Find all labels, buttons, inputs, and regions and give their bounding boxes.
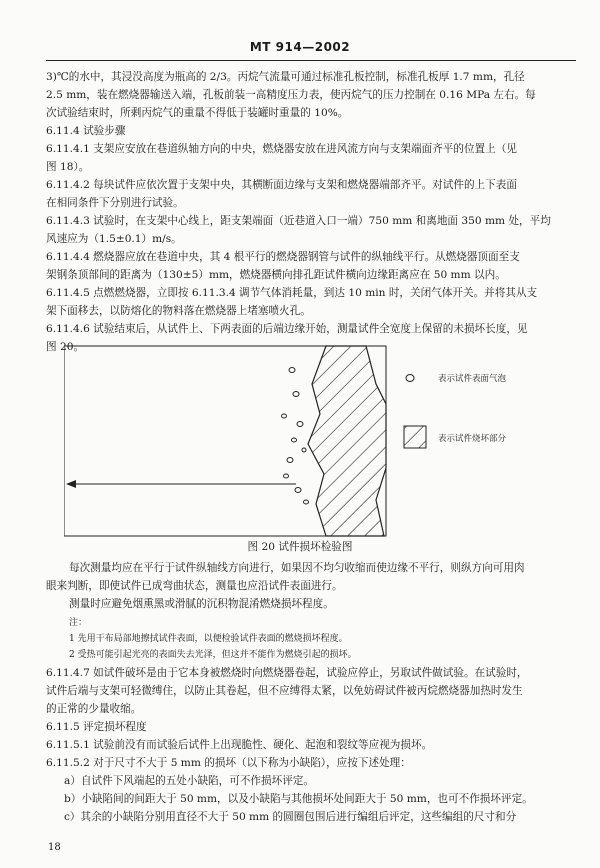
list-item: b）小缺陷间的间距大于 50 mm，以及小缺陷与其他损坏处间距大于 50 mm，也可不作损坏评定。 <box>64 793 533 805</box>
section-heading: 6.11.5 评定损坏程度 <box>46 721 147 733</box>
text-line: 2.5 mm，装在燃烧器输送入端，孔板前装一高精度压力表，使丙烷气的压力控制在 0.16 MPa 左右。每 <box>46 89 536 101</box>
text-line: 6.11.4.1 支架应安放在巷道纵轴方向的中央，燃烧器安放在进风流方向与支架端面齐平的位置上（见 <box>46 143 517 155</box>
text-line: 6.11.4.5 点燃燃烧器，立即按 6.11.3.4 调节气体消耗量，到达 10 min 时，关闭气体开关。并将其从支 <box>46 287 538 299</box>
note-item: 1 先用干布局部地擦拭试件表面，以便检验试件表面的燃烧损坏程度。 <box>69 634 348 644</box>
text-line: 的正常的少量收缩。 <box>46 703 142 715</box>
text-line: 测量时应避免烟熏黑或滑腻的沉积物混淆燃烧损坏程度。 <box>69 598 334 610</box>
header-rule <box>46 60 576 61</box>
list-item: c）其余的小缺陷分别用直径不大于 50 mm 的圆圈包围后进行编组后评定，这些编组的尺寸和分 <box>64 811 517 823</box>
text-line: 6.11.4.2 每块试件应依次置于支架中央，其横断面边缘与支架和燃烧器端部齐平。对试件的上下表面 <box>46 179 517 191</box>
text-line: 眼来判断，即使试件已成弯曲状态，测量也应沿试件表面进行。 <box>46 580 343 592</box>
text-line: 风速应为（1.5±0.1）m/s。 <box>46 233 182 245</box>
legend-bubble-label: 表示试件表面气泡 <box>438 374 507 384</box>
figure-caption: 图 20 试件损坏检验图 <box>247 541 353 553</box>
figure-damage-inspection <box>64 344 594 540</box>
text-line: 6.11.4.3 试验时，在支架中心线上，距支架端面（近巷道入口一端）750 mm 和离地面 350 mm 处，平均 <box>46 215 551 227</box>
page-number: 18 <box>48 842 61 853</box>
note-item: 2 受热可能引起光亮的表面失去光泽，但这并不能作为燃烧引起的损坏。 <box>69 650 357 660</box>
damaged-area <box>308 346 386 536</box>
text-line: 在相同条件下分别进行试验。 <box>46 197 184 209</box>
section-heading: 6.11.4 试验步骤 <box>46 125 126 137</box>
text-line: 6.11.5.1 试验前没有而试验后试件上出现脆性、硬化、起泡和裂纹等应视为损坏。 <box>46 739 433 751</box>
text-line: 架下面移去，以防熔化的物料落在燃烧器上堵塞喷火孔。 <box>46 305 311 317</box>
arrow-head-icon <box>66 480 76 488</box>
text-line: 6.11.4.6 试验结束后，从试件上、下两表面的后端边缘开始，测量试件全宽度上保留的未损坏长度，见 <box>46 323 528 335</box>
text-line: 图 20。 <box>46 341 85 353</box>
text-line: 每次测量均应在平行于试件纵轴线方向进行，如果因不均匀收缩而使边缘不平行，则纵方向可用肉 <box>69 562 525 574</box>
text-line: 6.11.4.7 如试件破坏是由于它本身被燃烧时向燃烧器卷起，试验应停止，另取试件做试验。在试验时， <box>46 667 528 679</box>
text-line: 6.11.4.4 燃烧器应放在巷道中央，其 4 根平行的燃烧器钢管与试件的纵轴线平行。从燃烧器顶面至支 <box>46 251 520 263</box>
legend-bubble-icon <box>406 375 414 382</box>
legend-hatch-icon <box>404 426 426 448</box>
text-line: 图 18）。 <box>46 161 90 173</box>
legend-damage-label: 表示试件烧坏部分 <box>438 434 507 444</box>
page-header: MT 914—2002 <box>249 40 351 54</box>
list-item: a）自试件下风端起的五处小缺陷，可不作损坏评定。 <box>64 775 314 787</box>
text-line: 试件后端与支架可轻微缚住，以防止其卷起，但不应缚得太紧，以免妨碍试件被丙烷燃烧器加热时发生 <box>46 685 523 697</box>
notes-label: 注： <box>69 618 88 628</box>
text-line: 3)℃的水中，其浸没高度为瓶高的 2/3。丙烷气流量可通过标准孔板控制，标准孔板厚 1.7 mm，孔径 <box>46 71 525 83</box>
text-line: 次试验结束时，所剩丙烷气的重量不得低于装罐时重量的 10%。 <box>46 107 349 119</box>
text-line: 6.11.5.2 对于尺寸不大于 5 mm 的损坏（以下称为小缺陷），应按下述处理： <box>46 757 411 769</box>
text-line: 架钢条顶部间的距离为（130±5）mm，燃烧器横向排孔距试件横向边缘距离应在 50 mm 以内。 <box>46 269 506 281</box>
damage-diagram <box>64 344 594 540</box>
